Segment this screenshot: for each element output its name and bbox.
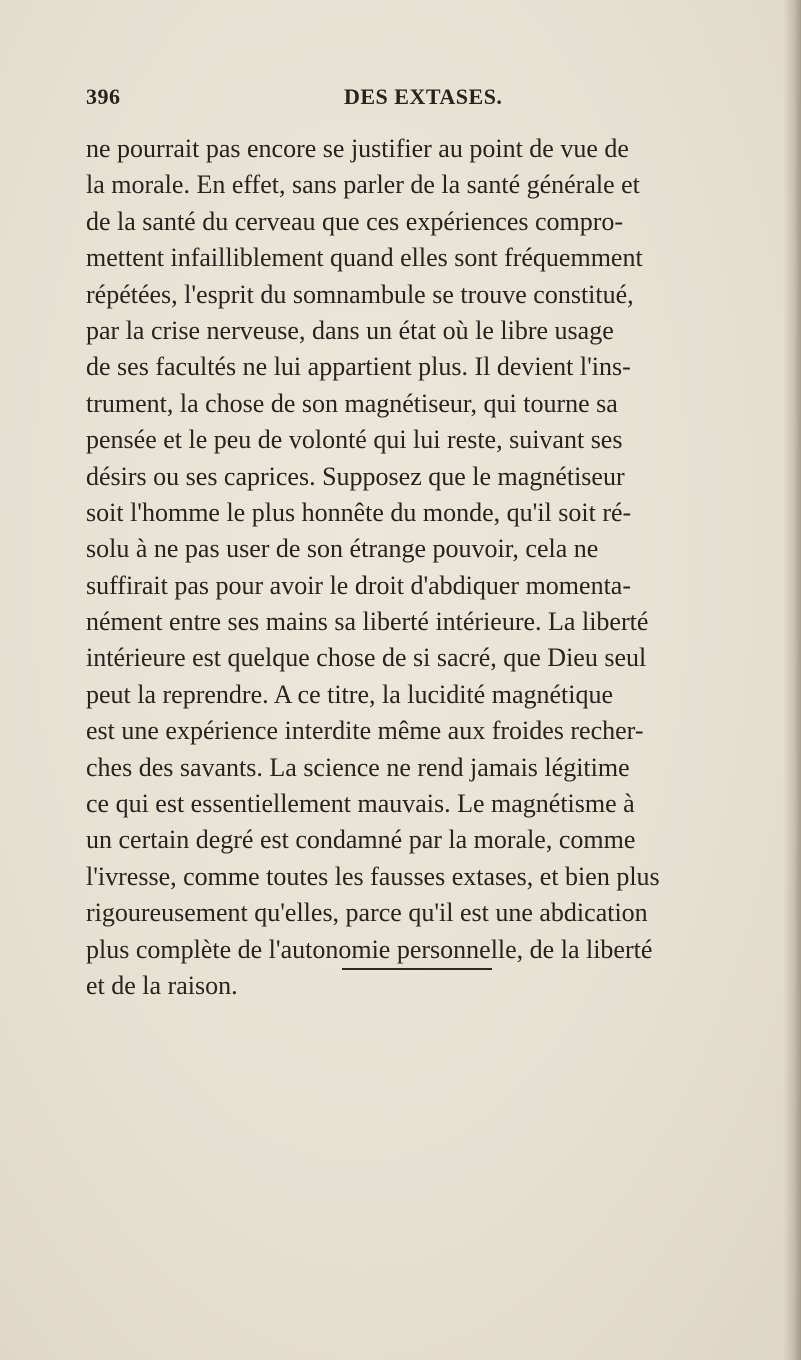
text-line: trument, la chose de son magnétiseur, qui tourne sa <box>86 388 618 418</box>
text-line: plus complète de l'autonomie personnelle, de la liberté <box>86 934 653 964</box>
text-line: un certain degré est condamné par la morale, comme <box>86 825 636 855</box>
text-line: de ses facultés ne lui appartient plus. Il devient l'ins- <box>86 352 631 382</box>
text-line: par la crise nerveuse, dans un état où le libre usage <box>86 315 614 345</box>
running-head <box>86 84 726 114</box>
text-line: intérieure est quelque chose de si sacré, que Dieu seul <box>86 643 647 673</box>
text-line: rigoureusement qu'elles, parce qu'il est une abdication <box>86 898 648 928</box>
text-line: est une expérience interdite même aux froides recher- <box>86 716 644 746</box>
running-head-title: DES EXTASES. <box>344 84 503 109</box>
text-line: pensée et le peu de volonté qui lui reste, suivant ses <box>86 425 623 455</box>
text-line: nément entre ses mains sa liberté intérieure. La liberté <box>86 607 649 637</box>
text-line: solu à ne pas user de son étrange pouvoir, cela ne <box>86 534 599 564</box>
text-line: répétées, l'esprit du somnambule se trouve constitué, <box>86 279 634 309</box>
text-line: ches des savants. La science ne rend jamais légitime <box>86 752 630 782</box>
text-line: peut la reprendre. A ce titre, la lucidité magnétique <box>86 679 614 709</box>
text-line: ne pourrait pas encore se justifier au point de vue de <box>86 134 629 163</box>
text-line: la morale. En effet, sans parler de la santé générale et <box>86 170 640 200</box>
text-line: suffirait pas pour avoir le droit d'abdiquer momenta- <box>86 570 631 600</box>
text-line: de la santé du cerveau que ces expériences compro- <box>86 206 624 236</box>
page-number: 396 <box>86 84 121 109</box>
text-line: désirs ou ses caprices. Supposez que le magnétiseur <box>86 461 625 491</box>
text-line: mettent infailliblement quand elles sont fréquemment <box>86 243 643 273</box>
text-line: l'ivresse, comme toutes les fausses extases, et bien plus <box>86 861 660 891</box>
text-line: et de la raison. <box>86 970 238 1000</box>
text-line: ce qui est essentiellement mauvais. Le magnétisme à <box>86 789 635 819</box>
section-end-rule <box>342 968 492 970</box>
text-line: soit l'homme le plus honnête du monde, qu'il soit ré- <box>86 497 632 527</box>
body-paragraph <box>86 131 786 1004</box>
